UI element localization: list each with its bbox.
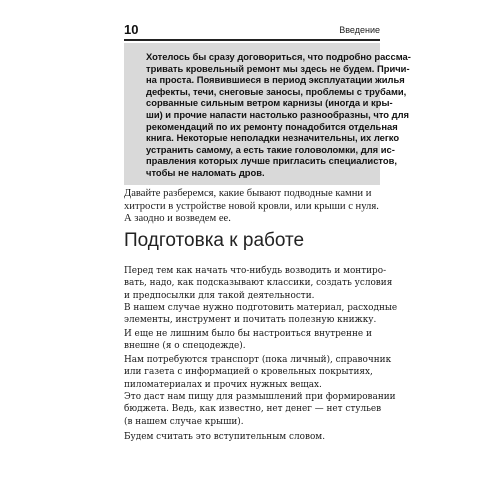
intro-line: Давайте разберемся, какие бывают подводные камни и bbox=[124, 188, 372, 199]
callout-line: чтобы не наломать дров. bbox=[146, 166, 265, 178]
callout-box bbox=[124, 43, 411, 185]
paragraph-line: пиломатериалах и прочих нужных вещах. bbox=[124, 379, 322, 390]
body-paragraph bbox=[124, 328, 380, 353]
intro-line: хитрости в устройстве новой кровли, или крыши с нуля. bbox=[124, 200, 379, 212]
page-number: 10 bbox=[124, 22, 139, 37]
header-rule bbox=[124, 39, 380, 41]
paragraph-line: внешне (я о спецодежде). bbox=[124, 341, 246, 352]
callout-line: Хотелось бы сразу договориться, что подробно рассма- bbox=[146, 51, 411, 62]
paragraph-line: вать, надо, как подсказывают классики, создать условия bbox=[124, 278, 393, 289]
callout-line: тривать кровельный ремонт мы здесь не будем. Причи- bbox=[146, 62, 410, 74]
paragraph-line: Это даст нам пищу для размышлений при формировании bbox=[124, 392, 396, 402]
intro-line: А заодно и возведем ее. bbox=[124, 213, 231, 225]
paragraph-line: И еще не лишним было бы настроиться внутренне и bbox=[124, 329, 372, 339]
paragraph-line: бюджета. Ведь, как известно, нет денег — нет стульев bbox=[124, 404, 382, 415]
paragraph-line: или газета с информацией о кровельных покрытиях, bbox=[124, 367, 373, 378]
callout-text bbox=[146, 51, 411, 179]
paragraph-line: В нашем случае нужно подготовить материал, расходные bbox=[124, 303, 398, 313]
paragraph-line: Будем считать это вступительным словом. bbox=[124, 432, 326, 442]
callout-line: рекомендаций по их ремонту понадобится отдельная bbox=[146, 120, 398, 132]
body-paragraph bbox=[124, 431, 380, 443]
body-paragraph bbox=[124, 354, 392, 391]
callout-line: на проста. Появившиеся в период эксплуатации жилья bbox=[146, 74, 405, 86]
paragraph-line: Перед тем как начать что-нибудь возводить и монтиро- bbox=[124, 266, 387, 276]
section-heading: Подготовка к работе bbox=[124, 230, 305, 251]
paragraph-line: элементы, инструмент и почитать полезную книжку. bbox=[124, 315, 377, 326]
intro-paragraph bbox=[124, 188, 380, 226]
page-header bbox=[124, 22, 380, 40]
paragraph-line: (в нашем случае крыши). bbox=[124, 416, 244, 427]
callout-line: устранить самому, а есть такие головоломки, для ис- bbox=[146, 143, 395, 155]
running-title: Введение bbox=[339, 25, 380, 35]
body-paragraph bbox=[124, 265, 393, 302]
body-paragraph bbox=[124, 391, 396, 428]
callout-line: ши) и прочие напасти настолько разнообразны, что для bbox=[146, 108, 410, 120]
body-paragraph bbox=[124, 302, 398, 327]
callout-line: книга. Некоторые неполадки незначительны, их легко bbox=[146, 132, 400, 144]
callout-line: дефекты, течи, снеговые заносы, проблемы с трубами, bbox=[146, 85, 407, 97]
callout-line: сорванные сильным ветром карнизы (иногда и кры- bbox=[146, 97, 393, 109]
callout-line: правления которых лучше пригласить специалистов, bbox=[146, 155, 397, 167]
paragraph-line: Нам потребуются транспорт (пока личный), справочник bbox=[124, 355, 392, 365]
paragraph-line: и предпосылки для такой деятельности. bbox=[124, 290, 315, 301]
